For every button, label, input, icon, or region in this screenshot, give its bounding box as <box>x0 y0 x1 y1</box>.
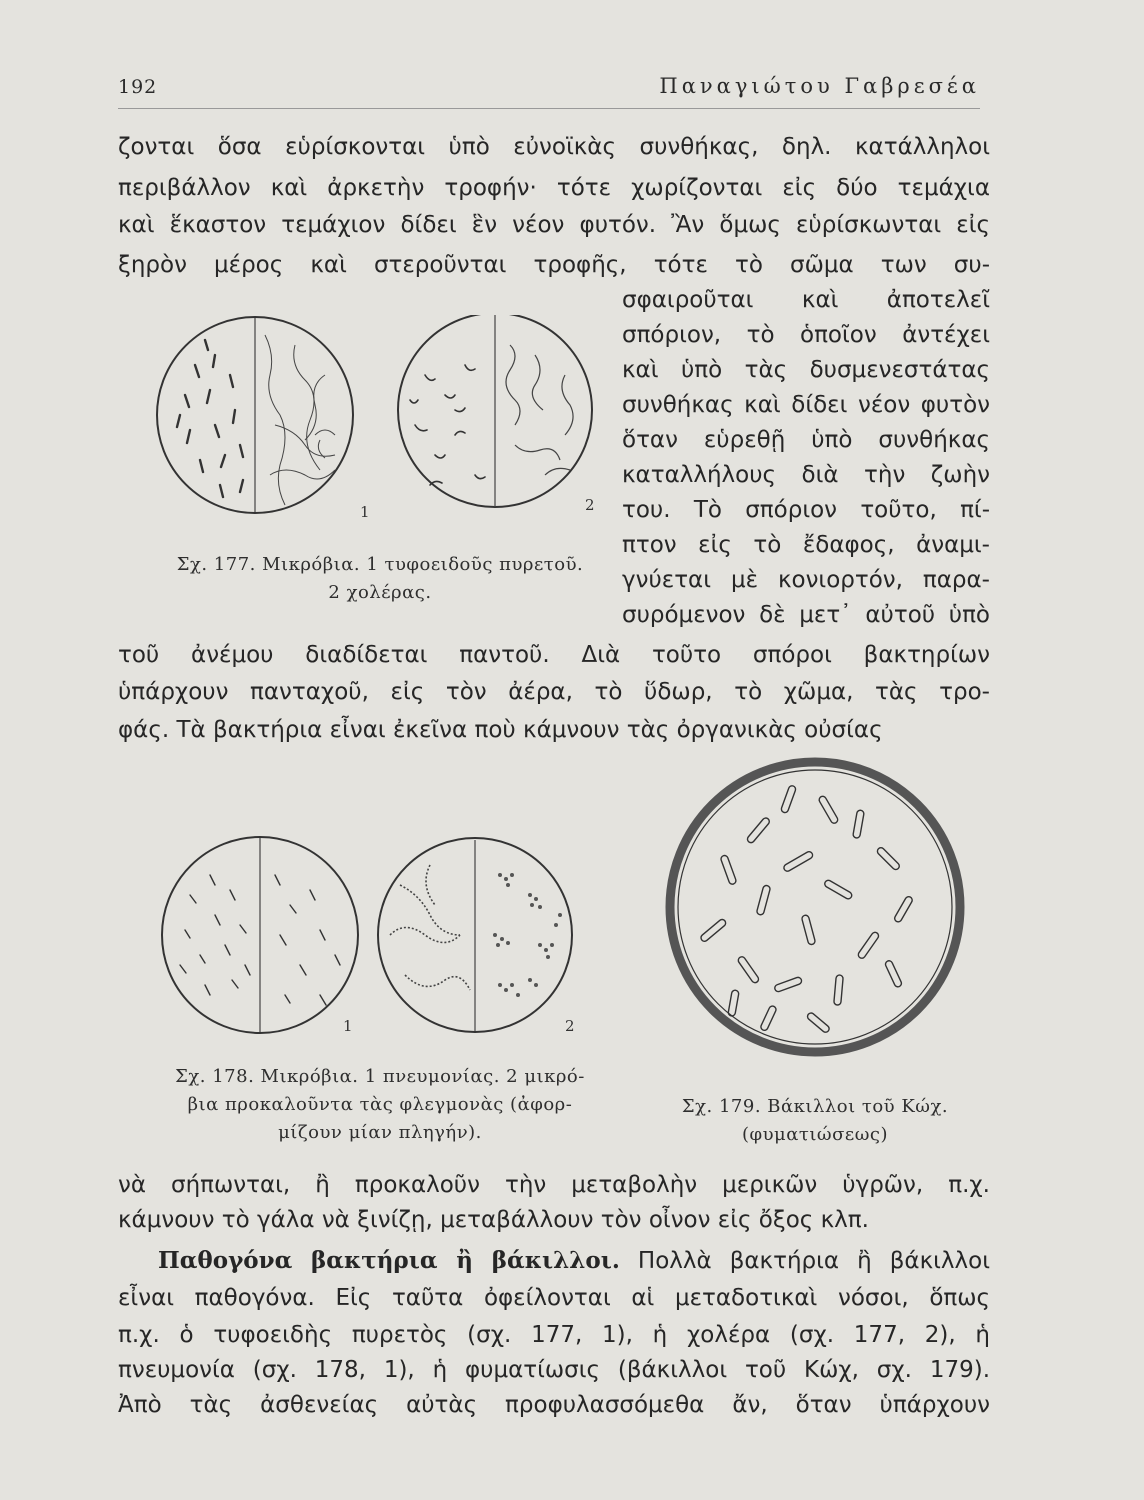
text-line: ξηρὸν μέρος καὶ στεροῦνται τροφῆς, τότε τὸ σῶμα των συ- <box>118 252 990 278</box>
text-line: Ἀπὸ τὰς ἀσθενείας αὐτὰς προφυλασσόμεθα ἄν, ὅταν ὑπάρχουν <box>118 1392 990 1418</box>
text-line: πνευμονία (σχ. 178, 1), ἡ φυματίωσις (βάκιλλοι τοῦ Κώχ, σχ. 179). <box>118 1357 990 1383</box>
section-first-line <box>158 1246 990 1276</box>
text-line: περιβάλλον καὶ ἀρκετὴν τροφήν· τότε χωρίζονται εἰς δύο τεμάχια <box>118 175 990 201</box>
figure-177-drawing <box>155 315 595 530</box>
text-line: ζονται ὅσα εὑρίσκονται ὑπὸ εὐνοϊκὰς συνθήκας, δηλ. κατάλληλοι <box>118 134 990 160</box>
side-text-line: καὶ ὑπὸ τὰς δυσμενεστάτας <box>622 357 990 383</box>
side-text-line: σφαιροῦται καὶ ἀποτελεῖ <box>622 287 990 313</box>
side-text-line: σπόριον, τὸ ὁποῖον ἀντέχει <box>622 322 990 348</box>
figure-178-caption-line1: Σχ. 178. Μικρόβια. 1 πνευμονίας. 2 μικρό- <box>175 1066 585 1087</box>
text-line: τοῦ ἀνέμου διαδίδεται παντοῦ. Διὰ τοῦτο σπόροι βακτηρίων <box>118 642 990 668</box>
figure-178-drawing <box>160 835 590 1045</box>
figure-178-caption-line3: μίζουν μίαν πληγήν). <box>278 1122 482 1143</box>
text-line: ὑπάρχουν πανταχοῦ, εἰς τὸν ἀέρα, τὸ ὕδωρ, τὸ χῶμα, τὰς τρο- <box>118 679 990 705</box>
figure-177-label-2: 2 <box>585 496 595 514</box>
side-text-line: πτον εἰς τὸ ἔδαφος, ἀναμι- <box>622 532 990 558</box>
figure-177-caption-line1: Σχ. 177. Μικρόβια. 1 τυφοειδοῦς πυρετοῦ. <box>176 554 584 575</box>
figure-177-label-1: 1 <box>360 503 370 521</box>
figure-178-label-2: 2 <box>565 1017 575 1035</box>
section-heading: Παθογόνα βακτήρια ἢ βάκιλλοι. <box>158 1247 620 1274</box>
side-text-line: καταλλήλους διὰ τὴν ζωὴν <box>622 462 990 488</box>
page-number: 192 <box>118 76 158 98</box>
text-line: π.χ. ὁ τυφοειδὴς πυρετὸς (σχ. 177, 1), ἡ χολέρα (σχ. 177, 2), ἡ <box>118 1322 990 1348</box>
text-line: εἶναι παθογόνα. Εἰς ταῦτα ὀφείλονται αἱ μεταδοτικαὶ νόσοι, ὅπως <box>118 1285 990 1311</box>
figure-177-caption-line2: 2 χολέρας. <box>328 582 432 603</box>
text-line: νὰ σήπωνται, ἢ προκαλοῦν τὴν μεταβολὴν μερικῶν ὑγρῶν, π.χ. <box>118 1172 990 1198</box>
text-line: φάς. Τὰ βακτήρια εἶναι ἐκεῖνα ποὺ κάμνουν τὰς ὀργανικὰς οὐσίας <box>118 717 883 743</box>
figure-179-caption-line2: (φυματιώσεως) <box>741 1124 888 1145</box>
side-text-line: ὅταν εὑρεθῇ ὑπὸ συνθήκας <box>622 427 990 453</box>
text-line: κάμνουν τὸ γάλα νὰ ξινίζῃ, μεταβάλλουν τὸν οἶνον εἰς ὄξος κλπ. <box>118 1207 869 1233</box>
text-line: καὶ ἕκαστον τεμάχιον δίδει ἓν νέον φυτόν. Ἂν ὅμως εὑρίσκωνται εἰς <box>118 212 990 238</box>
figure-178-label-1: 1 <box>343 1017 353 1035</box>
side-text-line: συρόμενον δὲ μετ᾿ αὐτοῦ ὑπὸ <box>622 602 990 628</box>
figure-179-drawing <box>665 755 965 1065</box>
side-text-line: συνθήκας καὶ δίδει νέον φυτὸν <box>622 392 990 418</box>
figure-179-caption-line1: Σχ. 179. Βάκιλλοι τοῦ Κώχ. <box>681 1096 949 1117</box>
section-first-line-text: Πολλὰ βακτήρια ἢ βάκιλλοι <box>637 1248 990 1274</box>
side-text-line: του. Τὸ σπόριον τοῦτο, πί- <box>622 497 990 523</box>
page-header <box>118 68 980 109</box>
figure-178-caption-line2: βια προκαλοῦντα τὰς φλεγμονὰς (ἀφορ- <box>187 1094 573 1115</box>
side-text-line: γνύεται μὲ κονιορτόν, παρα- <box>622 567 990 593</box>
running-title: Παναγιώτου Γαβρεσέα <box>659 74 980 98</box>
